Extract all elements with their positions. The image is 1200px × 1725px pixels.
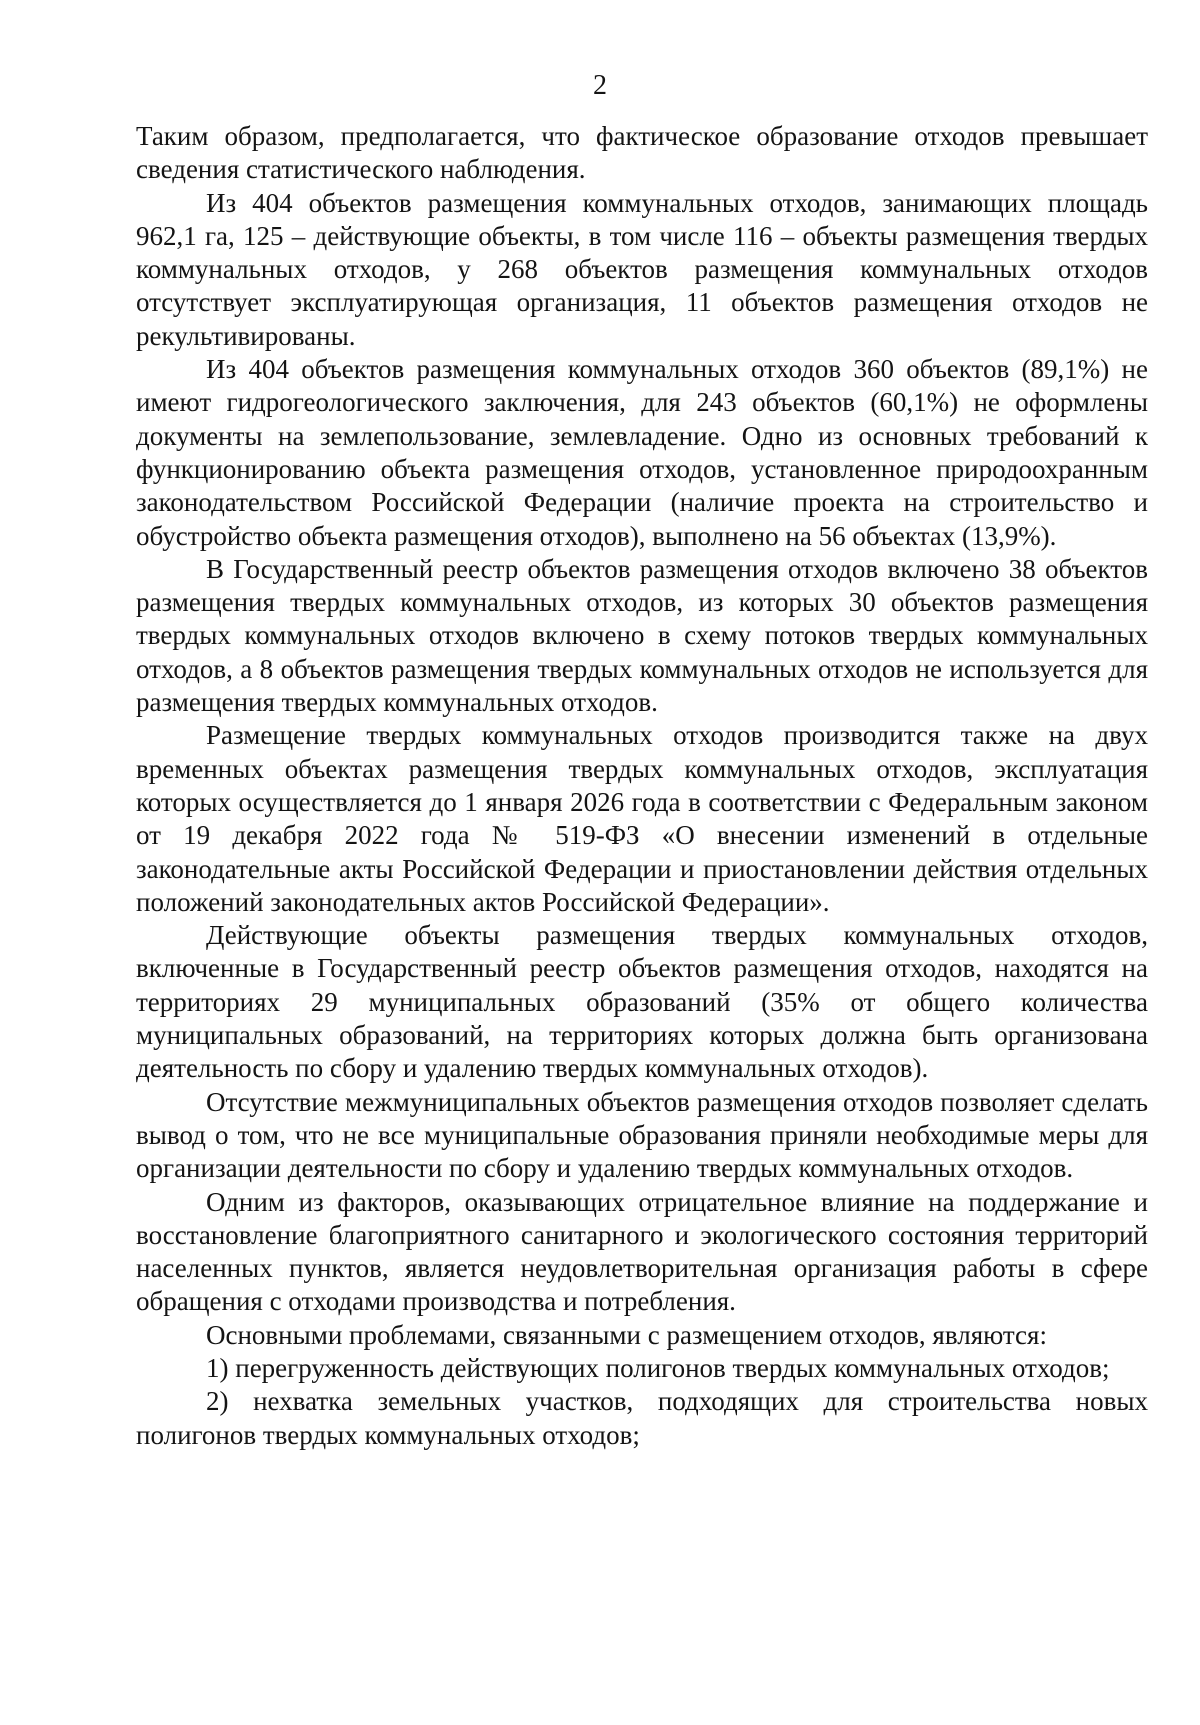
paragraph-problems-heading: Основными проблемами, связанными с размещением отходов, являются: (206, 1319, 1047, 1350)
document-body (136, 120, 1148, 1452)
paragraph-facility-counts: Из 404 объектов размещения коммунальных отходов, занимающих площадь 962,1 га, 125 – действующие объекты, в том числе 116 – объекты размещения твердых коммунальных отходов, у 268 объектов размещения коммунальных отходов отсутствует эксплуатирующая организация, 11 объектов размещения отходов не рекультивированы. (136, 187, 1148, 351)
paragraph-documentation-status: Из 404 объектов размещения коммунальных отходов 360 объектов (89,1%) не имеют гидрогеологического заключения, для 243 объектов (60,1%) не оформлены документы на землепользование, землевладение. Одно из основных требований к функционированию объекта размещения отходов, установленное природоохранным законодательством Российской Федерации (наличие проекта на строительство и обустройство объекта размещения отходов), выполнено на 56 объектах (13,9%). (136, 354, 1148, 551)
paragraph-municipal-coverage: Действующие объекты размещения твердых коммунальных отходов, включенные в Государственный реестр объектов размещения отходов, находятся на территориях 29 муниципальных образований (35% от общего количества муниципальных образований, на территориях которых должна быть организована деятельность по сбору и удалению твердых коммунальных отходов). (136, 920, 1148, 1084)
paragraph-intro: Таким образом, предполагается, что фактическое образование отходов превышает сведения статистического наблюдения. (136, 121, 1148, 185)
paragraph-state-register: В Государственный реестр объектов размещения отходов включено 38 объектов размещения твердых коммунальных отходов, из которых 30 объектов размещения твердых коммунальных отходов включено в схему потоков твердых коммунальных отходов, а 8 объектов размещения твердых коммунальных отходов не используется для размещения твердых коммунальных отходов. (136, 553, 1148, 718)
paragraph-temporary-facilities: Размещение твердых коммунальных отходов производится также на двух временных объектах размещения твердых коммунальных отходов, эксплуатация которых осуществляется до 1 января 2026 года в соответствии с Федеральным законом от 19 декабря 2022 года № 519-ФЗ «О внесении изменений в отдельные законодательные акты Российской Федерации и приостановлении действия отдельных положений законодательных актов Российской Федерации». (136, 720, 1148, 917)
list-item-problem-1: 1) перегруженность действующих полигонов твердых коммунальных отходов; (206, 1352, 1110, 1383)
page-number: 2 (593, 70, 607, 101)
paragraph-negative-factors: Одним из факторов, оказывающих отрицательное влияние на поддержание и восстановление благоприятного санитарного и экологического состояния территорий населенных пунктов, является неудовлетворительная организация работы в сфере обращения с отходами производства и потребления. (136, 1186, 1148, 1317)
list-item-problem-2: 2) нехватка земельных участков, подходящих для строительства новых полигонов твердых коммунальных отходов; (136, 1386, 1148, 1450)
paragraph-intermunicipal: Отсутствие межмуниципальных объектов размещения отходов позволяет сделать вывод о том, что не все муниципальные образования приняли необходимые меры для организации деятельности по сбору и удалению твердых коммунальных отходов. (136, 1086, 1148, 1184)
